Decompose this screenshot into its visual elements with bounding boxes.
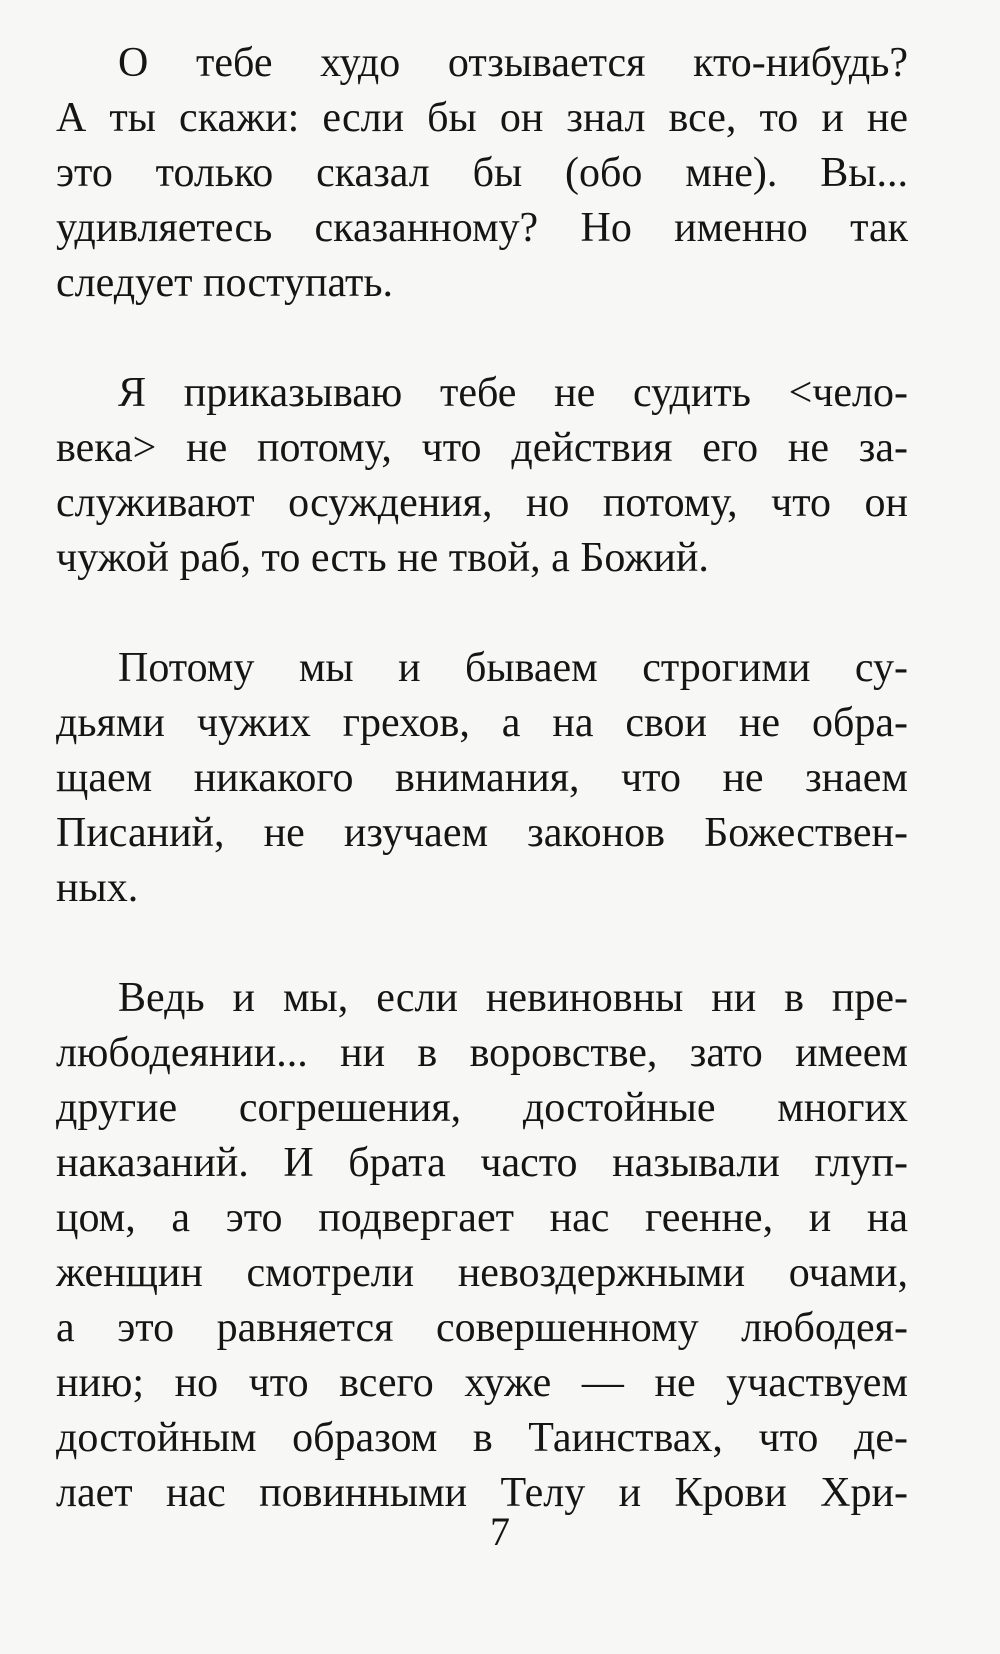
paragraph-4	[56, 971, 908, 1521]
text-line: это только сказал бы (обо мне). Вы...	[56, 150, 908, 196]
text-line: следует поступать.	[56, 260, 394, 306]
text-line: служивают осуждения, но потому, что он	[56, 480, 908, 526]
text-line: женщин смотрели невоздержными очами,	[56, 1250, 908, 1296]
text-line: достойным образом в Таинствах, что де-	[56, 1415, 908, 1461]
text-line: чужой раб, то есть не твой, а Божий.	[56, 535, 709, 581]
text-line: нию; но что всего хуже — не участвуем	[56, 1360, 908, 1406]
page-number: 7	[490, 1509, 510, 1554]
text-line: А ты скажи: если бы он знал все, то и не	[56, 95, 908, 141]
paragraph-gap	[56, 916, 908, 971]
text-line: Потому мы и бываем строгими су-	[118, 645, 908, 691]
text-line: Ведь и мы, если невиновны ни в пре-	[118, 975, 908, 1021]
text-line: другие согрешения, достойные многих	[56, 1085, 908, 1131]
paragraph-1	[56, 36, 908, 311]
text-line: дьями чужих грехов, а на свои не обра-	[56, 700, 908, 746]
text-line: Писаний, не изучаем законов Божествен-	[56, 810, 908, 856]
paragraph-3	[56, 641, 908, 916]
paragraph-gap	[56, 586, 908, 641]
text-line: а это равняется совершенному любодея-	[56, 1305, 908, 1351]
text-line: наказаний. И брата часто называли глуп-	[56, 1140, 908, 1186]
text-line: щаем никакого внимания, что не знаем	[56, 755, 908, 801]
paragraph-2	[56, 366, 908, 586]
text-line: любодеянии... ни в воровстве, зато имеем	[56, 1030, 908, 1076]
text-line: удивляетесь сказанному? Но именно так	[56, 205, 908, 251]
text-line: лает нас повинными Телу и Крови Хри-	[56, 1470, 908, 1516]
text-line: ных.	[56, 865, 139, 911]
text-line: цом, а это подвергает нас геенне, и на	[56, 1195, 908, 1241]
paragraph-gap	[56, 311, 908, 366]
text-line: О тебе худо отзывается кто-нибудь?	[118, 40, 908, 86]
text-line: века> не потому, что действия его не за-	[56, 425, 908, 471]
text-line: Я приказываю тебе не судить <чело-	[118, 370, 908, 416]
page-body	[56, 36, 908, 1521]
